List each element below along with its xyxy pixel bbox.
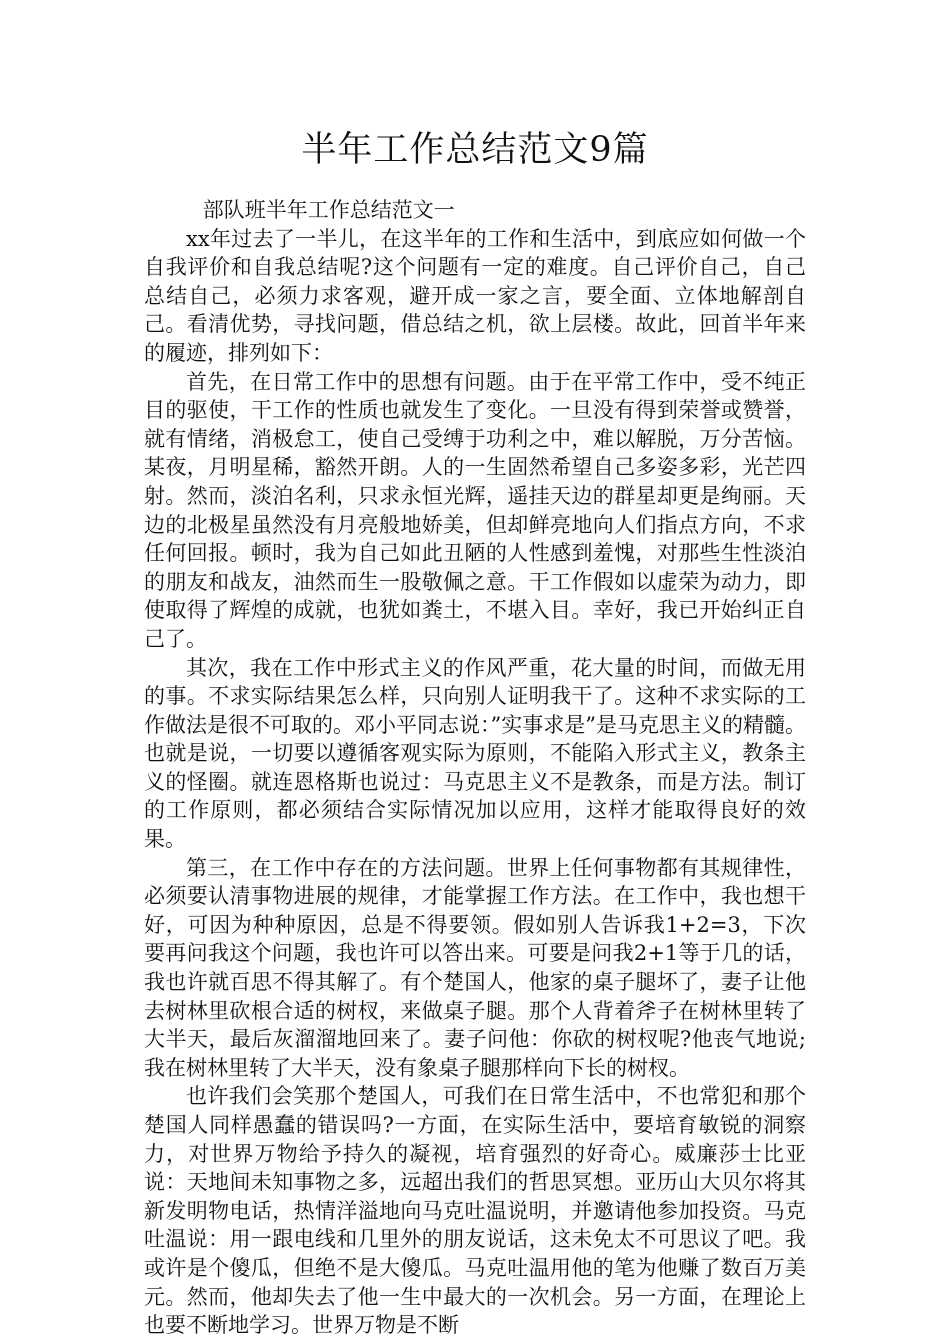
paragraph-third: 第三，在工作中存在的方法问题。世界上任何事物都有其规律性，必须要认清事物进展的规律，才能掌握工作方法。在工作中，我也想干好，可因为种种原因，总是不得要领。假如别人告诉我1+2=3，下次要再问我这个问题，我也许可以答出来。可要是问我2+1等于几的话，我也许就百思不得其解了。有个楚国人，他家的桌子腿坏了，妻子让他去树林里砍根合适的树杈，来做桌子腿。那个人背着斧子在树林里转了大半天，最后灰溜溜地回来了。妻子问他：你砍的树杈呢?他丧气地说;我在树林里转了大半天，没有象桌子腿那样向下长的树杈。 (144, 855, 806, 1080)
paragraph-intro: xx年过去了一半儿，在这半年的工作和生活中，到底应如何做一个自我评价和自我总结呢?这个问题有一定的难度。自己评价自己，自己总结自己，必须力求客观，避开成一家之言，要全面、立体地解剖自己。看清优势，寻找问题，借总结之机，欲上层楼。故此，回首半年来的履迹，排列如下： (144, 226, 806, 365)
section-heading: 部队班半年工作总结范文一 (202, 198, 455, 222)
paragraph-fourth: 也许我们会笑那个楚国人，可我们在日常生活中，不也常犯和那个楚国人同样愚蠢的错误吗?一方面，在实际生活中，要培育敏锐的洞察力，对世界万物给予持久的凝视，培育强烈的好奇心。威廉莎士比亚说：天地间未知事物之多，远超出我们的哲思冥想。亚历山大贝尔将其新发明物电话，热情洋溢地向马克吐温说明，并邀请他参加投资。马克吐温说：用一跟电线和几里外的朋友说话，这未免太不可思议了吧。我或许是个傻瓜，但绝不是大傻瓜。马克吐温用他的笔为他赚了数百万美元。然而，他却失去了他一生中最大的一次机会。另一方面，在理论上也要不断地学习。世界万物是不断 (144, 1084, 806, 1338)
document-title: 半年工作总结范文9篇 (301, 130, 649, 170)
paragraph-second: 其次，我在工作中形式主义的作风严重，花大量的时间，而做无用的事。不求实际结果怎么样，只向别人证明我干了。这种不求实际的工作做法是很不可取的。邓小平同志说：”实事求是”是马克思主义的精髓。也就是说，一切要以遵循客观实际为原则，不能陷入形式主义，教条主义的怪圈。就连恩格斯也说过：马克思主义不是教条，而是方法。制订的工作原则，都必须结合实际情况加以应用，这样才能取得良好的效果。 (144, 655, 806, 852)
paragraph-first: 首先，在日常工作中的思想有问题。由于在平常工作中，受不纯正目的驱使，干工作的性质也就发生了变化。一旦没有得到荣誉或赞誉，就有情绪，消极怠工，使自己受缚于功利之中，难以解脱，万分苦恼。某夜，月明星稀，豁然开朗。人的一生固然希望自己多姿多彩，光芒四射。然而，淡泊名利，只求永恒光辉，遥挂天边的群星却更是绚丽。天边的北极星虽然没有月亮般地娇美，但却鲜亮地向人们指点方向，不求任何回报。顿时，我为自己如此丑陋的人性感到羞愧，对那些生性淡泊的朋友和战友，油然而生一股敬佩之意。干工作假如以虚荣为动力，即使取得了辉煌的成就，也犹如粪土，不堪入目。幸好，我已开始纠正自己了。 (144, 369, 806, 651)
document-body (144, 196, 806, 1340)
